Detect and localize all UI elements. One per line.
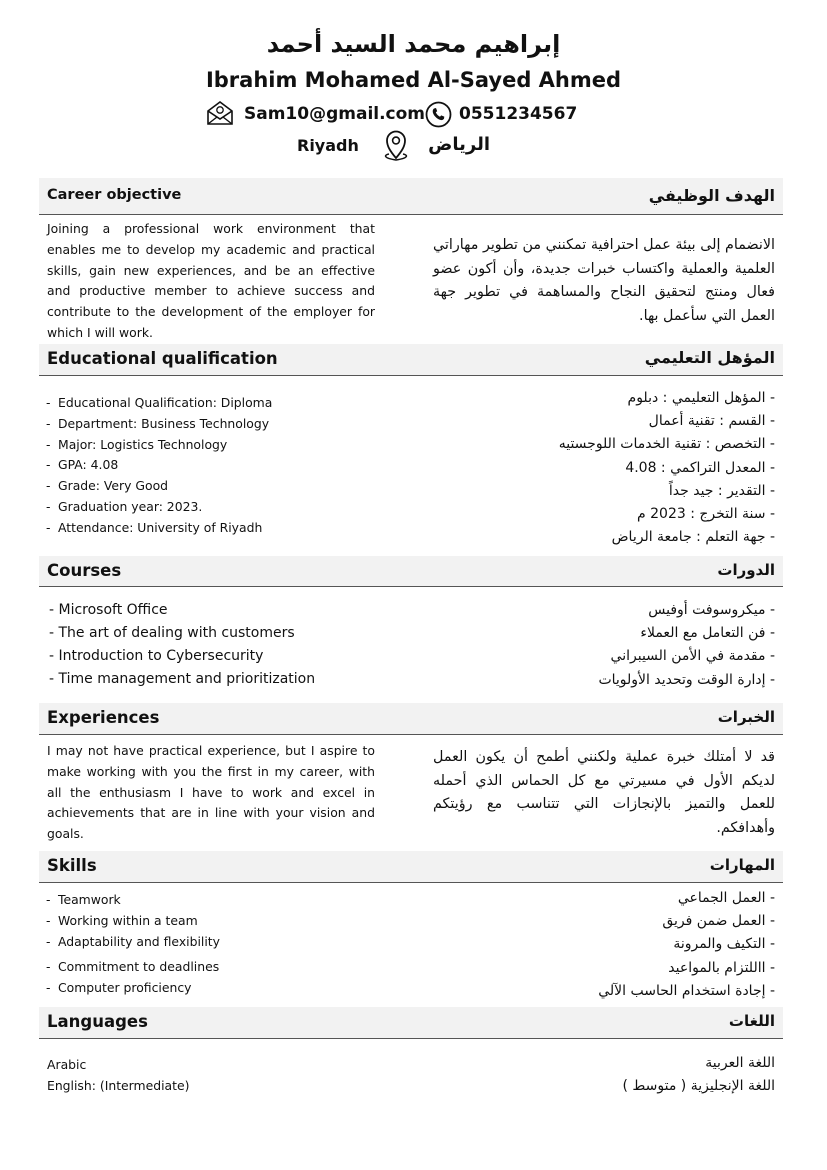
email-text[interactable]: Sam10@gmail.com bbox=[244, 104, 426, 124]
section-header-languages bbox=[39, 1007, 783, 1039]
career-objective-ar: الانضمام إلى بيئة عمل احترافية تمكنني من تطوير مهاراتي العلمية والعملية واكتساب خبرات جديدة، وأن أكون عضو فعال ومنتج لتحقيق النجاح والمساهمة في تطوير جهة العمل التي سأعمل بها. bbox=[433, 237, 775, 324]
phone-text[interactable]: 0551234567 bbox=[459, 104, 578, 124]
section-header-courses bbox=[39, 556, 783, 587]
list-item: - إدارة الوقت وتحديد الأولويات bbox=[598, 671, 775, 688]
city-english: Riyadh bbox=[297, 136, 359, 155]
section-title-ar: الخبرات bbox=[717, 708, 775, 726]
list-item: - العمل الجماعي bbox=[677, 890, 775, 906]
section-title-en: Experiences bbox=[47, 708, 160, 727]
experiences-text-en: I may not have practical experience, but I aspire to make working with you the first in my career, with all the enthusiasm I have to work and excel in achievements that are in line with your vision and goals. bbox=[47, 743, 375, 842]
skills-list-en bbox=[46, 890, 220, 999]
list-item: - المعدل التراكمي : 4.08 bbox=[625, 459, 775, 476]
list-item: - Commitment to deadlines bbox=[46, 959, 220, 975]
list-item: - المؤهل التعليمي : دبلوم bbox=[627, 390, 775, 406]
section-header-education bbox=[39, 344, 783, 376]
section-header-experiences bbox=[39, 703, 783, 735]
list-item: - ميكروسوفت أوفيس bbox=[648, 602, 775, 618]
experiences-text-ar: قد لا أمتلك خبرة عملية ولكنني أطمح أن يكون العمل لديكم الأول في مسيرتي مع كل الحماس الذي أحمله للعمل والتميز بالإنجازات التي تتناسب مع رؤيتكم وأهدافكم. bbox=[433, 749, 775, 836]
list-item: - سنة التخرج : 2023 م bbox=[637, 505, 775, 522]
list-item: - Graduation year: 2023. bbox=[46, 498, 203, 514]
list-item: - Computer proficiency bbox=[46, 980, 192, 996]
list-item: اللغة الإنجليزية ( متوسط ) bbox=[622, 1078, 775, 1095]
list-item: - Microsoft Office bbox=[49, 602, 168, 618]
list-item: - Working within a team bbox=[46, 912, 198, 928]
list-item: - االلتزام بالمواعيد bbox=[668, 959, 775, 976]
section-header-career bbox=[39, 178, 783, 215]
name-arabic: إبراهيم محمد السيد أحمد bbox=[266, 30, 561, 58]
list-item: - مقدمة في الأمن السيبراني bbox=[610, 648, 775, 665]
list-item: - إجادة استخدام الحاسب الآلي bbox=[598, 982, 775, 999]
list-item: - Grade: Very Good bbox=[46, 478, 169, 494]
list-item: English: (Intermediate) bbox=[47, 1077, 190, 1093]
section-title-ar: اللغات bbox=[728, 1012, 775, 1030]
list-item: اللغة العربية bbox=[705, 1055, 775, 1071]
list-item: - Department: Business Technology bbox=[46, 415, 270, 431]
education-list-en bbox=[46, 393, 272, 539]
section-title-ar: المؤهل التعليمي bbox=[644, 348, 775, 367]
list-item: - التخصص : تقنية الخدمات اللوجستيه bbox=[558, 436, 775, 453]
list-item: - Adaptability and flexibility bbox=[46, 933, 220, 949]
section-title-en: Courses bbox=[47, 561, 122, 580]
languages-list-ar bbox=[622, 1052, 775, 1098]
list-item: - التكيف والمرونة bbox=[673, 936, 775, 953]
list-item: - جهة التعلم : جامعة الرياض bbox=[611, 529, 775, 546]
list-item: - القسم : تقنية أعمال bbox=[648, 413, 775, 430]
list-item: - The art of dealing with customers bbox=[49, 625, 295, 641]
section-title-en: Languages bbox=[47, 1012, 148, 1031]
phone-icon bbox=[425, 101, 452, 132]
list-item: - Major: Logistics Technology bbox=[46, 436, 228, 452]
list-item: Arabic bbox=[47, 1057, 87, 1072]
email-icon bbox=[206, 100, 234, 130]
section-header-skills bbox=[39, 851, 783, 883]
list-item: - Attendance: University of Riyadh bbox=[46, 519, 263, 535]
section-title-en: Career objective bbox=[47, 187, 182, 203]
languages-list-en bbox=[47, 1055, 189, 1097]
list-item: - Educational Qualification: Diploma bbox=[46, 395, 273, 410]
section-title-ar: المهارات bbox=[709, 856, 775, 874]
list-item: - Introduction to Cybersecurity bbox=[49, 648, 264, 664]
section-title-en: Educational qualification bbox=[47, 349, 278, 368]
city-arabic: الرياض bbox=[428, 134, 490, 155]
location-pin-icon bbox=[380, 127, 412, 167]
list-item: - Teamwork bbox=[46, 892, 121, 907]
career-objective-en: Joining a professional work environment that enables me to develop my academic and practical skills, gain new experiences, and be an effective and productive member to achieve success and contribute to the development of the employer for which I will work. bbox=[47, 221, 375, 340]
section-title-en: Skills bbox=[47, 856, 97, 875]
section-title-ar: الدورات bbox=[717, 561, 775, 579]
list-item: - Time management and prioritization bbox=[49, 671, 316, 687]
courses-list-en bbox=[49, 599, 315, 691]
courses-list-ar bbox=[598, 599, 775, 692]
section-title-ar: الهدف الوظيفي bbox=[648, 186, 775, 205]
list-item: - العمل ضمن فريق bbox=[662, 913, 775, 930]
list-item: - GPA: 4.08 bbox=[46, 457, 119, 473]
list-item: - فن التعامل مع العملاء bbox=[640, 625, 775, 642]
skills-list-ar bbox=[598, 887, 775, 1003]
list-item: - التقدير : جيد جداً bbox=[668, 482, 775, 499]
education-list-ar bbox=[559, 387, 775, 549]
name-english: Ibrahim Mohamed Al-Sayed Ahmed bbox=[205, 68, 622, 92]
